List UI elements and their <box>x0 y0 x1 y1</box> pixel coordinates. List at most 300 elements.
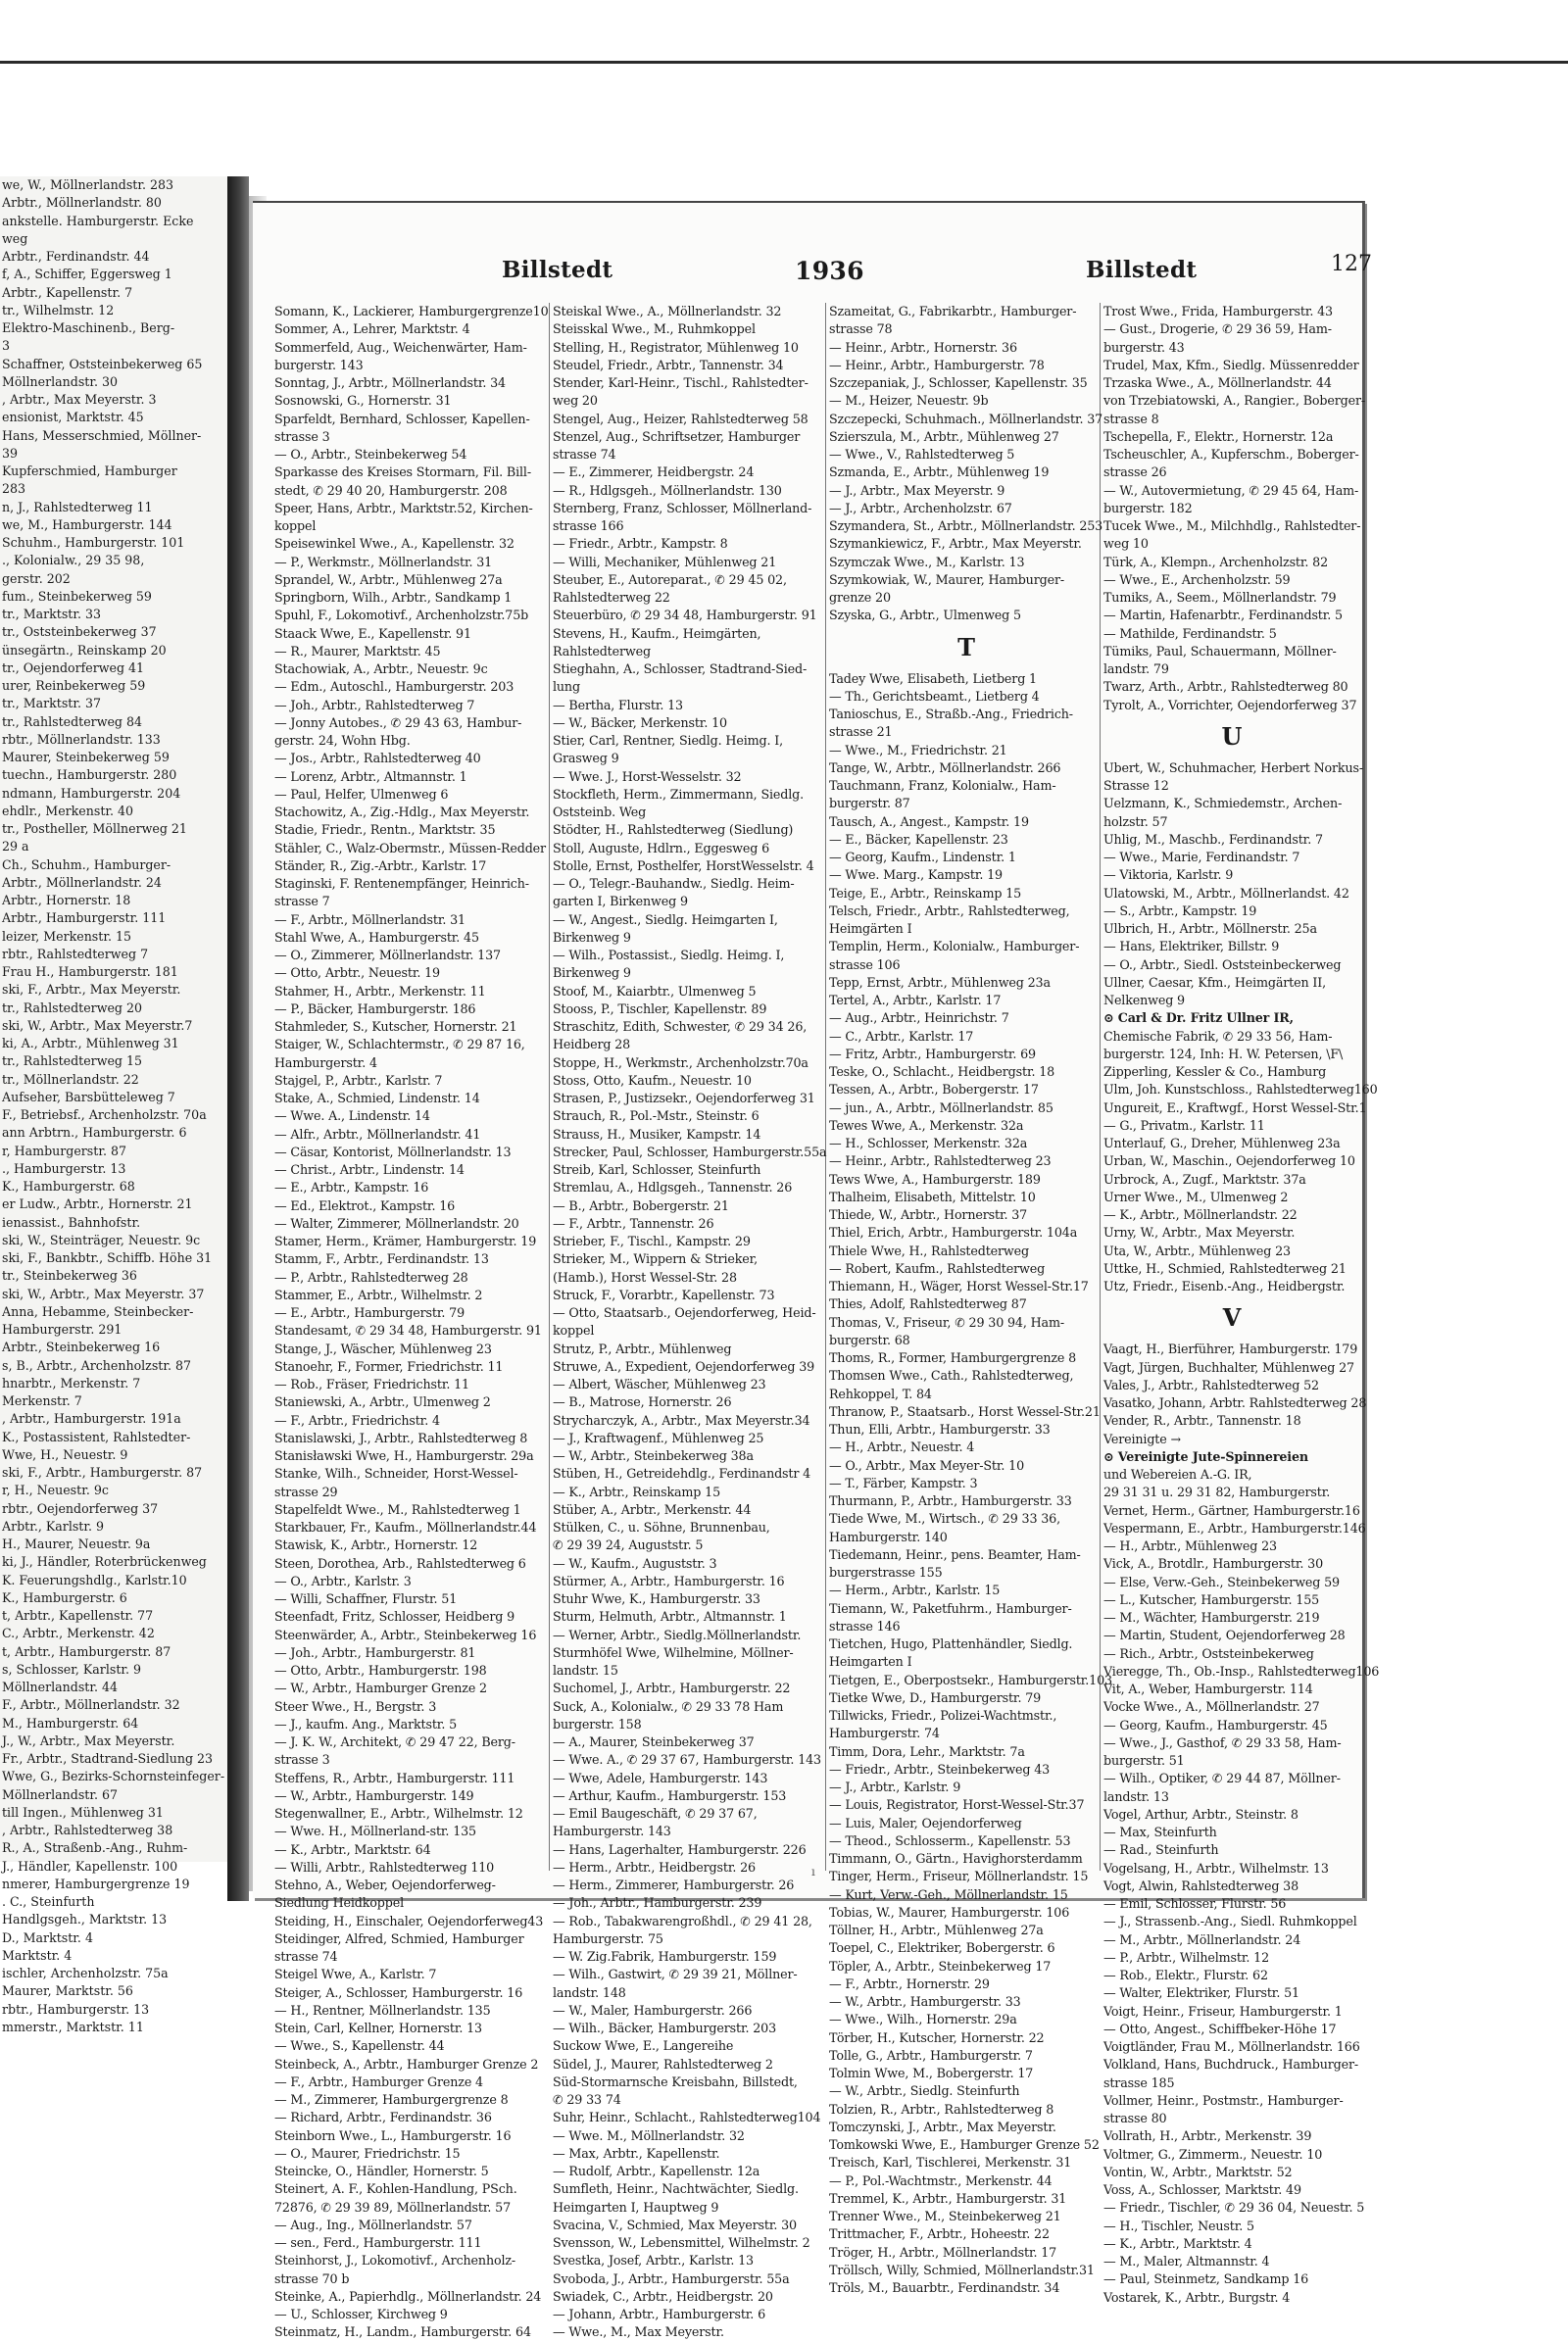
left-page-line: n, J., Rahlstedterweg 11 <box>2 499 153 514</box>
directory-entry: Stajgel, P., Arbtr., Karlstr. 7 <box>274 1072 443 1088</box>
left-page-line: ., Kolonialw., 29 35 98, <box>2 553 145 568</box>
left-page-line: till Ingen., Mühlenweg 31 <box>2 1804 164 1820</box>
directory-entry: Tietgen, E., Oberpostsekr., Hamburgerstr.103 <box>829 1672 1112 1687</box>
directory-entry: strasse 80 <box>1103 2111 1167 2125</box>
letter-heading: T <box>957 632 975 661</box>
directory-entry: — Georg, Kaufm., Lindenstr. 1 <box>829 850 1016 864</box>
directory-entry: Tumiks, A., Seem., Möllnerlandstr. 79 <box>1103 590 1337 605</box>
directory-entry: — E., Arbtr., Kampstr. 16 <box>274 1180 429 1195</box>
directory-entry: Stapelfeldt Wwe., M., Rahlstedterweg 1 <box>274 1501 521 1517</box>
directory-entry: Stahmleder, S., Kutscher, Hornerstr. 21 <box>274 1019 517 1034</box>
directory-entry: Tolle, G., Arbtr., Hamburgerstr. 7 <box>829 2047 1033 2063</box>
directory-entry: — Heinr., Arbtr., Hamburgerstr. 78 <box>829 357 1045 372</box>
left-page-line: ischler, Archenholzstr. 75a <box>2 1966 169 1980</box>
directory-entry: Vick, A., Brotdlr., Hamburgerstr. 30 <box>1103 1556 1323 1572</box>
directory-entry: burgerstr. 87 <box>829 796 910 811</box>
directory-entry: Suhr, Heinr., Schlacht., Rahlstedterweg104 <box>553 2110 821 2125</box>
directory-entry: Szymankiewicz, F., Arbtr., Max Meyerstr. <box>829 536 1082 552</box>
left-page-line: r, H., Neuestr. 9c <box>2 1483 109 1498</box>
directory-entry: Szyska, G., Arbtr., Ulmenweg 5 <box>829 608 1021 623</box>
directory-entry: — F., Arbtr., Tannenstr. 26 <box>553 1215 714 1231</box>
directory-entry: — F., Arbtr., Friedrichstr. 4 <box>274 1412 440 1428</box>
directory-entry: — H., Arbtr., Mühlenweg 23 <box>1103 1538 1277 1553</box>
directory-entry: Birkenweg 9 <box>553 929 631 945</box>
directory-entry: — Wwe, Adele, Hamburgerstr. 143 <box>553 1770 768 1785</box>
directory-entry: Heimgarten I, Hauptweg 9 <box>553 2199 719 2215</box>
directory-entry: — M., Heizer, Neuestr. 9b <box>829 393 989 409</box>
directory-entry: — Friedr., Tischler, ✆ 29 36 04, Neuestr. 5 <box>1103 2200 1365 2216</box>
left-page-line: rbtr., Hamburgerstr. 13 <box>2 2001 150 2017</box>
directory-entry: Tepp, Ernst, Arbtr., Mühlenweg 23a <box>829 974 1051 990</box>
directory-entry: Tertel, A., Arbtr., Karlstr. 17 <box>829 993 1002 1007</box>
directory-entry: — W., Arbtr., Siedlg. Steinfurth <box>829 2083 1020 2099</box>
directory-entry: Vogt, Alwin, Rahlstedterweg 38 <box>1103 1878 1299 1893</box>
left-page-line: Aufseher, Barsbütteleweg 7 <box>2 1089 175 1104</box>
directory-entry: Steinbeck, A., Arbtr., Hamburger Grenze 2 <box>274 2056 539 2072</box>
directory-entry: Stanisławski Wwe, H., Hamburgerstr. 29a <box>274 1448 534 1463</box>
left-page-line: K., Hamburgerstr. 6 <box>2 1589 127 1605</box>
left-page-line: hnarbtr., Merkenstr. 7 <box>2 1375 141 1391</box>
left-page-line: Arbtr., Karlstr. 9 <box>2 1518 105 1534</box>
header-place-right: Billstedt <box>1086 257 1198 283</box>
directory-entry: Steisskal Wwe., M., Ruhmkoppel <box>553 321 756 337</box>
column-divider <box>549 303 550 1871</box>
left-page-line: Ch., Schuhm., Hamburger- <box>2 856 172 872</box>
directory-entry: — Arthur, Kaufm., Hamburgerstr. 153 <box>553 1787 787 1803</box>
left-page-line: tr., Rahlstedterweg 20 <box>2 1000 143 1015</box>
directory-entry: Urban, W., Maschin., Oejendorferweg 10 <box>1103 1153 1355 1169</box>
directory-entry: Telsch, Friedr., Arbtr., Rahlstedterweg, <box>829 903 1070 918</box>
directory-entry: Voigtländer, Frau M., Möllnerlandstr. 166 <box>1103 2039 1360 2054</box>
directory-entry: Szczepaniak, J., Schlosser, Kapellenstr. 35 <box>829 375 1088 390</box>
directory-entry: — Otto, Staatsarb., Oejendorferweg, Heid- <box>553 1305 816 1320</box>
directory-entry: Teige, E., Arbtr., Reinskamp 15 <box>829 885 1022 901</box>
left-page-line: J., Händler, Kapellenstr. 100 <box>2 1858 178 1874</box>
directory-entry: grenze 20 <box>829 590 891 605</box>
directory-entry: Szymandera, St., Arbtr., Möllnerlandstr. 253 <box>829 518 1103 533</box>
left-page-line: mmerstr., Marktstr. 11 <box>2 2019 144 2034</box>
directory-entry: Stenzel, Aug., Schriftsetzer, Hamburger <box>553 428 801 444</box>
directory-entry: Thun, Elli, Arbtr., Hamburgerstr. 33 <box>829 1422 1051 1437</box>
left-page-line: tr., Möllnerlandstr. 22 <box>2 1071 139 1087</box>
left-page-line: we, W., Möllnerlandstr. 283 <box>2 177 174 192</box>
directory-entry: — Willi, Arbtr., Rahlstedterweg 110 <box>274 1859 495 1875</box>
left-page-line: urer, Reinbekerweg 59 <box>2 678 146 693</box>
directory-entry: — W., Arbtr., Steinbekerweg 38a <box>553 1448 754 1463</box>
directory-entry: — W., Bäcker, Merkenstr. 10 <box>553 714 727 730</box>
left-page-line: fum., Steinbekerweg 59 <box>2 588 152 604</box>
directory-entry: Stelling, H., Registrator, Mühlenweg 10 <box>553 339 799 355</box>
directory-entry: — W., Arbtr., Hamburgerstr. 149 <box>274 1787 474 1803</box>
page-number: 127 <box>1331 252 1372 276</box>
directory-entry: — Wwe. H., Möllnerland-str. 135 <box>274 1824 476 1839</box>
directory-entry: Stremlau, A., Hdlgsgeh., Tannenstr. 26 <box>553 1180 793 1195</box>
left-page-line: Anna, Hebamme, Steinbecker- <box>2 1303 194 1319</box>
left-page-line: 39 <box>2 445 19 461</box>
directory-entry: Steidinger, Alfred, Schmied, Hamburger <box>274 1930 524 1946</box>
left-page-line: tr., Wilhelmstr. 12 <box>2 302 115 317</box>
directory-entry: — E., Arbtr., Hamburgerstr. 79 <box>274 1305 465 1320</box>
left-page-line: K., Hamburgerstr. 68 <box>2 1179 135 1194</box>
directory-entry: Heimgarten I <box>829 1654 912 1670</box>
directory-entry: — Albert, Wäscher, Mühlenweg 23 <box>553 1377 766 1391</box>
directory-entry: Tümiks, Paul, Schauermann, Möllner- <box>1103 643 1337 659</box>
directory-entry: Steuber, E., Autoreparat., ✆ 29 45 02, <box>553 571 787 587</box>
directory-entry: Thurmann, P., Arbtr., Hamburgerstr. 33 <box>829 1493 1072 1508</box>
directory-entry: ⊙ Carl & Dr. Fritz Ullner IR, <box>1103 1010 1294 1026</box>
directory-entry: — P., Werkmstr., Möllnerlandstr. 31 <box>274 554 493 569</box>
left-page-line: Möllnerlandstr. 30 <box>2 373 119 389</box>
directory-entry: Vostarek, K., Arbtr., Burgstr. 4 <box>1103 2289 1291 2305</box>
directory-entry: weg 10 <box>1103 536 1149 552</box>
directory-entry: Straschitz, Edith, Schwester, ✆ 29 34 26, <box>553 1019 808 1034</box>
directory-entry: Sprandel, W., Arbtr., Mühlenweg 27a <box>274 571 503 587</box>
directory-entry: — Gust., Drogerie, ✆ 29 36 59, Ham- <box>1103 321 1332 337</box>
directory-entry: Tessen, A., Arbtr., Bobergerstr. 17 <box>829 1082 1039 1098</box>
directory-entry: Staack Wwe, E., Kapellenstr. 91 <box>274 625 471 641</box>
directory-entry: Vit, A., Weber, Hamburgerstr. 114 <box>1103 1682 1313 1696</box>
directory-entry: Staniewski, A., Arbtr., Ulmenweg 2 <box>274 1394 491 1410</box>
directory-entry: — Willi, Mechaniker, Mühlenweg 21 <box>553 554 777 569</box>
directory-entry: Stawisk, K., Arbtr., Hornerstr. 12 <box>274 1537 478 1553</box>
directory-entry: — F., Arbtr., Hornerstr. 29 <box>829 1976 990 1991</box>
directory-entry: Thalheim, Elisabeth, Mittelstr. 10 <box>829 1189 1036 1204</box>
directory-entry: Stanislawski, J., Arbtr., Rahlstedterweg 8 <box>274 1430 528 1445</box>
directory-entry: — Wwe., Wilh., Hornerstr. 29a <box>829 2012 1017 2027</box>
directory-entry: Tröger, H., Arbtr., Möllnerlandstr. 17 <box>829 2244 1057 2260</box>
directory-entry: Stevens, H., Kaufm., Heimgärten, <box>553 625 761 641</box>
directory-entry: Trudel, Max, Kfm., Siedlg. Müssenredder <box>1103 357 1359 372</box>
directory-entry: — Rudolf, Arbtr., Kapellenstr. 12a <box>553 2164 760 2178</box>
left-page-line: ünsegärtn., Reinskamp 20 <box>2 642 167 658</box>
directory-entry: Voigt, Heinr., Friseur, Hamburgerstr. 1 <box>1103 2003 1343 2019</box>
directory-entry: landstr. 79 <box>1103 661 1169 676</box>
directory-entry: Staginski, F. Rentenempfänger, Heinrich- <box>274 876 529 891</box>
directory-entry: burgerstr. 124, Inh: H. W. Petersen, \F\ <box>1103 1046 1344 1061</box>
directory-entry: — Martin, Student, Oejendorferweg 28 <box>1103 1628 1346 1643</box>
left-page-line: 283 <box>2 481 26 497</box>
directory-entry: Vaagt, H., Bierführer, Hamburgerstr. 179 <box>1103 1342 1358 1357</box>
directory-entry: — Edm., Autoschl., Hamburgerstr. 203 <box>274 679 514 695</box>
left-page-line: 29 a <box>2 839 29 854</box>
directory-entry: — Mathilde, Ferdinandstr. 5 <box>1103 625 1277 641</box>
directory-entry: Ubert, W., Schuhmacher, Herbert Norkus- <box>1103 759 1363 775</box>
directory-column-3 <box>829 303 1112 2295</box>
directory-entry: — Herm., Arbtr., Heidbergstr. 26 <box>553 1859 756 1875</box>
left-page-line: tr., Marktstr. 33 <box>2 607 102 621</box>
left-page-line: ehdlr., Merkenstr. 40 <box>2 803 134 818</box>
directory-entry: — O., Arbtr., Steinbekerweg 54 <box>274 447 467 462</box>
directory-entry: — K., Arbtr., Reinskamp 15 <box>553 1484 720 1499</box>
directory-entry: — Cäsar, Kontorist, Möllnerlandstr. 13 <box>274 1144 512 1159</box>
directory-entry: — Rob., Tabakwarengroßhdl., ✆ 29 41 28, <box>553 1913 812 1928</box>
directory-entry: — W., Arbtr., Hamburger Grenze 2 <box>274 1681 487 1696</box>
directory-entry: — B., Arbtr., Bobergerstr. 21 <box>553 1197 729 1213</box>
directory-entry: Tews Wwe, A., Hamburgerstr. 189 <box>829 1171 1041 1187</box>
directory-entry: — K., Arbtr., Marktstr. 64 <box>274 1841 431 1857</box>
directory-entry: burgerstr. 158 <box>553 1716 642 1732</box>
left-page-line: ski, F., Arbtr., Hamburgerstr. 87 <box>2 1465 203 1480</box>
directory-entry: Stachowitz, A., Zig.-Hdlg., Max Meyerstr. <box>274 805 530 819</box>
directory-entry: Ulatowski, M., Arbtr., Möllnerlandst. 42 <box>1103 885 1349 901</box>
directory-entry: — Viktoria, Karlstr. 9 <box>1103 867 1234 883</box>
directory-entry: Sturm, Helmuth, Arbtr., Altmannstr. 1 <box>553 1609 787 1625</box>
directory-entry: Töllner, H., Arbtr., Mühlenweg 27a <box>829 1923 1044 1937</box>
directory-entry: Thomas, V., Friseur, ✆ 29 30 94, Ham- <box>829 1314 1064 1330</box>
directory-entry: Trzaska Wwe., A., Möllnerlandstr. 44 <box>1103 375 1332 390</box>
directory-entry: Vereinigte → <box>1103 1431 1181 1446</box>
left-page-line: Elektro-Maschinenb., Berg- <box>2 320 175 335</box>
left-page-line: leizer, Merkenstr. 15 <box>2 928 131 944</box>
left-page-line: ski, W., Steinträger, Neuestr. 9c <box>2 1232 201 1247</box>
directory-entry: Steen, Dorothea, Arb., Rahlstedterweg 6 <box>274 1555 526 1571</box>
directory-entry: Toepel, C., Elektriker, Bobergerstr. 6 <box>829 1940 1055 1956</box>
directory-entry: Vollrath, H., Arbtr., Merkenstr. 39 <box>1103 2128 1312 2144</box>
directory-entry: Stahl Wwe, A., Hamburgerstr. 45 <box>274 929 479 945</box>
directory-entry: — Richard, Arbtr., Ferdinandstr. 36 <box>274 2110 492 2125</box>
footer-mark: ı <box>811 1865 815 1878</box>
directory-entry: Strycharczyk, A., Arbtr., Max Meyerstr.34 <box>553 1412 810 1428</box>
directory-entry: — Wwe. J., Horst-Wesselstr. 32 <box>553 768 742 784</box>
directory-page <box>253 201 1380 2340</box>
directory-entry: Tiemann, W., Paketfuhrm., Hamburger- <box>829 1600 1072 1616</box>
directory-entry: — C., Arbtr., Karlstr. 17 <box>829 1028 974 1044</box>
directory-entry: Steiger, A., Schlosser, Hamburgerstr. 16 <box>274 1984 523 2000</box>
directory-entry: — Wwe., M., Max Meyerstr. <box>553 2324 724 2340</box>
directory-entry: Thomsen Wwe., Cath., Rahlstedterweg, <box>829 1368 1074 1384</box>
directory-entry: Strieber, F., Tischl., Kampstr. 29 <box>553 1234 751 1248</box>
directory-entry: Strasen, P., Justizsekr., Oejendorferweg 31 <box>553 1091 815 1105</box>
left-page-line: tr., Marktstr. 37 <box>2 696 102 711</box>
left-page-line: R., A., Straßenb.-Ang., Ruhm- <box>2 1840 188 1856</box>
directory-entry: Stamer, Herm., Krämer, Hamburgerstr. 19 <box>274 1234 537 1248</box>
left-page-line: nmerer, Hamburgergrenze 19 <box>2 1876 190 1891</box>
directory-entry: — Werner, Arbtr., Siedlg.Möllnerlandstr. <box>553 1627 802 1642</box>
directory-column-1 <box>274 303 549 2340</box>
directory-entry: — J., Arbtr., Max Meyerstr. 9 <box>829 482 1005 498</box>
left-page-line: , Arbtr., Rahlstedterweg 38 <box>2 1823 173 1837</box>
directory-entry: Speisewinkel Wwe., A., Kapellenstr. 32 <box>274 536 514 552</box>
directory-entry: — Alfr., Arbtr., Möllnerlandstr. 41 <box>274 1126 481 1142</box>
directory-entry: Stüben, H., Getreidehdlg., Ferdinandstr 4 <box>553 1466 811 1482</box>
directory-entry: Tiedemann, Heinr., pens. Beamter, Ham- <box>829 1546 1081 1562</box>
directory-entry: — L., Kutscher, Hamburgerstr. 155 <box>1103 1591 1320 1607</box>
left-page-line: tr., Rahlstedterweg 84 <box>2 713 143 729</box>
directory-entry: — Wwe. Marg., Kampstr. 19 <box>829 867 1003 883</box>
left-page-line: ienassist., Bahnhofstr. <box>2 1214 141 1230</box>
directory-entry: Uta, W., Arbtr., Mühlenweg 23 <box>1103 1243 1291 1258</box>
directory-entry: — Wilh., Optiker, ✆ 29 44 87, Möllner- <box>1103 1771 1341 1786</box>
directory-entry: Uhlig, M., Maschb., Ferdinandstr. 7 <box>1103 831 1323 847</box>
directory-entry: Vagt, Jürgen, Buchhalter, Mühlenweg 27 <box>1103 1359 1354 1375</box>
directory-entry: — O., Arbtr., Karlstr. 3 <box>274 1573 412 1588</box>
directory-entry: Tadey Wwe, Elisabeth, Lietberg 1 <box>829 670 1037 686</box>
directory-entry: — A., Maurer, Steinbekerweg 37 <box>553 1734 755 1749</box>
directory-entry: — Herm., Arbtr., Karlstr. 15 <box>829 1583 1001 1598</box>
directory-entry: Swiadek, C., Arbtr., Heidbergstr. 20 <box>553 2288 773 2304</box>
directory-entry: Urbrock, A., Zugf., Marktstr. 37a <box>1103 1171 1306 1187</box>
directory-entry: — M., Arbtr., Möllnerlandstr. 24 <box>1103 1931 1301 1947</box>
directory-entry: Suckow Wwe, E., Langereihe <box>553 2038 734 2054</box>
directory-entry: Szameitat, G., Fabrikarbtr., Hamburger- <box>829 304 1077 318</box>
directory-entry: — W., Autovermietung, ✆ 29 45 64, Ham- <box>1103 482 1359 498</box>
directory-entry: strasse 29 <box>274 1484 338 1499</box>
directory-entry: Starkbauer, Fr., Kaufm., Möllnerlandstr.44 <box>274 1520 537 1535</box>
left-page-fragment <box>0 176 228 2034</box>
directory-entry: — Hans, Lagerhalter, Hamburgerstr. 226 <box>553 1841 807 1857</box>
left-page-line: s, B., Arbtr., Archenholzstr. 87 <box>2 1357 192 1373</box>
directory-entry: Steer Wwe., H., Bergstr. 3 <box>274 1698 437 1714</box>
directory-entry: Stülken, C., u. Söhne, Brunnenbau, <box>553 1520 770 1535</box>
directory-entry: weg 20 <box>553 393 598 409</box>
letter-heading: V <box>1222 1303 1242 1333</box>
book-gutter <box>227 176 249 1901</box>
directory-entry: — J., Arbtr., Karlstr. 9 <box>829 1780 961 1794</box>
directory-entry: Stegenwallner, E., Arbtr., Wilhelmstr. 12 <box>274 1806 523 1821</box>
directory-entry: — Wwe. A., ✆ 29 37 67, Hamburgerstr. 143 <box>553 1752 821 1768</box>
directory-entry: Tröls, M., Bauarbtr., Ferdinandstr. 34 <box>829 2280 1060 2295</box>
directory-entry: — Max, Steinfurth <box>1103 1825 1217 1839</box>
directory-entry: — W., Maler, Hamburgerstr. 266 <box>553 2002 753 2018</box>
directory-entry: strasse 7 <box>274 894 330 909</box>
directory-entry: Uelzmann, K., Schmiedemstr., Archen- <box>1103 796 1343 811</box>
directory-entry: — W., Arbtr., Hamburgerstr. 33 <box>829 1994 1021 2009</box>
directory-column-2 <box>553 303 827 2340</box>
directory-entry: — J. K. W., Architekt, ✆ 29 47 22, Berg- <box>274 1734 515 1749</box>
left-page-line: ki, J., Händler, Roterbrückenweg <box>2 1554 207 1570</box>
directory-entry: Steincke, O., Händler, Hornerstr. 5 <box>274 2164 489 2178</box>
directory-entry: Vernet, Herm., Gärtner, Hamburgerstr.16 <box>1103 1502 1360 1518</box>
directory-entry: — Wwe., Marie, Ferdinandstr. 7 <box>1103 850 1300 864</box>
directory-entry: Vieregge, Th., Ob.-Insp., Rahlstedterweg106 <box>1103 1663 1380 1679</box>
directory-entry: Töpler, A., Arbtr., Steinbekerweg 17 <box>829 1958 1052 1974</box>
directory-entry: Uttke, H., Schmied, Rahlstedterweg 21 <box>1103 1260 1347 1276</box>
directory-entry: — Rob., Fräser, Friedrichstr. 11 <box>274 1377 469 1391</box>
directory-entry: Stüber, A., Arbtr., Merkenstr. 44 <box>553 1501 752 1517</box>
directory-entry: Siedlung Heidkoppel <box>274 1895 404 1911</box>
directory-entry: strasse 3 <box>274 428 330 444</box>
directory-entry: — Kurt, Verw.-Geh., Möllnerlandstr. 15 <box>829 1886 1068 1902</box>
directory-entry: Tinger, Herm., Friseur, Möllnerlandstr. 15 <box>829 1869 1089 1884</box>
left-page-line: Kupferschmied, Hamburger <box>2 464 177 478</box>
directory-entry: Thiele Wwe, H., Rahlstedterweg <box>829 1243 1029 1258</box>
directory-entry: Tiede Wwe, M., Wirtsch., ✆ 29 33 36, <box>829 1511 1060 1527</box>
directory-entry: koppel <box>553 1323 595 1339</box>
directory-entry: koppel <box>274 518 317 533</box>
directory-entry: — O., Arbtr., Siedl. Oststeinbeckerweg <box>1103 956 1342 972</box>
directory-entry: Thies, Adolf, Rahlstedterweg 87 <box>829 1296 1027 1312</box>
directory-entry: strasse 74 <box>274 1949 338 1964</box>
directory-entry: Stadie, Friedr., Rentn., Marktstr. 35 <box>274 822 496 838</box>
directory-entry: Steffens, R., Arbtr., Hamburgerstr. 111 <box>274 1770 515 1785</box>
directory-entry: — J., kaufm. Ang., Marktstr. 5 <box>274 1716 458 1732</box>
directory-entry: burgerstr. 143 <box>274 357 364 372</box>
directory-entry: Ständer, R., Zig.-Arbtr., Karlstr. 17 <box>274 857 487 873</box>
directory-entry: — Heinr., Arbtr., Hornerstr. 36 <box>829 339 1017 355</box>
directory-entry: — Martin, Hafenarbtr., Ferdinandstr. 5 <box>1103 608 1343 623</box>
directory-entry: Volkland, Hans, Buchdruck., Hamburger- <box>1103 2057 1359 2073</box>
directory-entry: Sommerfeld, Aug., Weichenwärter, Ham- <box>274 339 527 355</box>
directory-entry: Strauch, R., Pol.-Mstr., Steinstr. 6 <box>553 1108 760 1124</box>
directory-entry: — M., Maler, Altmannstr. 4 <box>1103 2254 1270 2269</box>
directory-entry: — P., Arbtr., Rahlstedterweg 28 <box>274 1269 468 1285</box>
left-page-line: tr., Oststeinbekerweg 37 <box>2 624 157 640</box>
directory-entry: — Paul, Helfer, Ulmenweg 6 <box>274 786 449 802</box>
directory-entry: — P., Pol.-Wachtmstr., Merkenstr. 44 <box>829 2172 1053 2188</box>
left-page-line: rbtr., Oejendorferweg 37 <box>2 1500 159 1516</box>
left-page-line: Möllnerlandstr. 67 <box>2 1786 119 1802</box>
directory-entry: Stake, A., Schmied, Lindenstr. 14 <box>274 1091 480 1105</box>
letter-heading: U <box>1221 721 1243 751</box>
directory-entry: Voss, A., Schlosser, Marktstr. 49 <box>1103 2182 1301 2197</box>
directory-entry: Tolzien, R., Arbtr., Rahlstedterweg 8 <box>829 2101 1054 2117</box>
left-page-line: K., Postassistent, Rahlstedter- <box>2 1429 191 1444</box>
directory-entry: — E., Zimmerer, Heidbergstr. 24 <box>553 464 755 480</box>
directory-entry: Tange, W., Arbtr., Möllnerlandstr. 266 <box>829 759 1061 775</box>
directory-entry: Svensson, W., Lebensmittel, Wilhelmstr. 2 <box>553 2235 810 2250</box>
left-page-line: Arbtr., Steinbekerweg 16 <box>2 1340 161 1355</box>
directory-entry: Szmanda, E., Arbtr., Mühlenweg 19 <box>829 464 1050 480</box>
directory-entry: Spuhl, F., Lokomotivf., Archenholzstr.75b <box>274 608 529 623</box>
directory-entry: Stürmer, A., Arbtr., Hamburgerstr. 16 <box>553 1573 785 1588</box>
directory-entry: — sen., Ferd., Hamburgerstr. 111 <box>274 2235 482 2250</box>
directory-entry: — S., Arbtr., Kampstr. 19 <box>1103 903 1257 918</box>
directory-entry: holzstr. 57 <box>1103 813 1168 829</box>
directory-entry: Rahlstedterweg 22 <box>553 590 670 605</box>
directory-entry: Vasatko, Johann, Arbtr. Rahlstedterweg 28 <box>1103 1395 1367 1410</box>
directory-entry: strasse 146 <box>829 1618 901 1634</box>
directory-entry: Vocke Wwe., A., Möllnerlandstr. 27 <box>1103 1699 1320 1715</box>
directory-entry: Südel, J., Maurer, Rahlstedterweg 2 <box>553 2056 773 2072</box>
directory-entry: — Th., Gerichtsbeamt., Lietberg 4 <box>829 688 1040 704</box>
directory-entry: Tewes Wwe, A., Merkenstr. 32a <box>829 1117 1024 1133</box>
directory-entry: strasse 185 <box>1103 2074 1175 2090</box>
directory-entry: Stamm, F., Arbtr., Ferdinandstr. 13 <box>274 1251 489 1267</box>
directory-entry: Steinke, A., Papierhdlg., Möllnerlandstr. 24 <box>274 2288 542 2304</box>
directory-entry: burgerstr. 51 <box>1103 1753 1185 1768</box>
directory-entry: Tobias, W., Maurer, Hamburgerstr. 106 <box>829 1904 1070 1920</box>
directory-entry: Thiede, W., Arbtr., Hornerstr. 37 <box>829 1207 1028 1222</box>
directory-entry: — Wwe., S., Kapellenstr. 44 <box>274 2038 445 2054</box>
left-page-line: Maurer, Marktstr. 56 <box>2 1983 133 1999</box>
directory-entry: Thranow, P., Staatsarb., Horst Wessel-Str.21 <box>829 1403 1101 1419</box>
left-page-line: rbtr., Rahlstedterweg 7 <box>2 946 149 961</box>
directory-entry: — Wilh., Gastwirt, ✆ 29 39 21, Möllner- <box>553 1967 798 1982</box>
directory-entry: — O., Zimmerer, Möllnerlandstr. 137 <box>274 948 501 962</box>
directory-entry: Steinhorst, J., Lokomotivf., Archenholz- <box>274 2253 516 2269</box>
left-page-line: ann Arbtrn., Hamburgerstr. 6 <box>2 1125 187 1141</box>
left-page-line: Frau H., Hamburgerstr. 181 <box>2 964 178 979</box>
left-page-line: C., Arbtr., Merkenstr. 42 <box>2 1626 155 1641</box>
directory-entry: — H., Rentner, Möllnerlandstr. 135 <box>274 2002 491 2018</box>
directory-entry: — Louis, Registrator, Horst-Wessel-Str.37 <box>829 1797 1085 1813</box>
directory-entry: strasse 70 b <box>274 2270 350 2286</box>
directory-entry: — W. Zig.Fabrik, Hamburgerstr. 159 <box>553 1949 777 1964</box>
directory-entry: Szczepecki, Schuhmach., Möllnerlandstr. 37 <box>829 411 1103 426</box>
left-page-line: , Arbtr., Max Meyerstr. 3 <box>2 392 157 407</box>
directory-entry: strasse 166 <box>553 518 624 533</box>
directory-entry: Nelkenweg 9 <box>1103 993 1185 1007</box>
directory-entry: Vogel, Arthur, Arbtr., Steinstr. 8 <box>1103 1806 1298 1822</box>
directory-entry: — Joh., Arbtr., Hamburgerstr. 239 <box>553 1895 762 1911</box>
directory-entry: strasse 26 <box>1103 464 1167 480</box>
directory-entry: Urner Wwe., M., Ulmenweg 2 <box>1103 1189 1289 1204</box>
directory-entry: — Aug., Ing., Möllnerlandstr. 57 <box>274 2217 472 2232</box>
left-page-line: Arbtr., Hamburgerstr. 111 <box>2 910 167 926</box>
directory-entry: Szymczak Wwe., M., Karlstr. 13 <box>829 554 1025 569</box>
directory-entry: — jun., A., Arbtr., Möllnerlandstr. 85 <box>829 1099 1054 1115</box>
directory-entry: — Rich., Arbtr., Oststeinbekerweg <box>1103 1645 1314 1661</box>
